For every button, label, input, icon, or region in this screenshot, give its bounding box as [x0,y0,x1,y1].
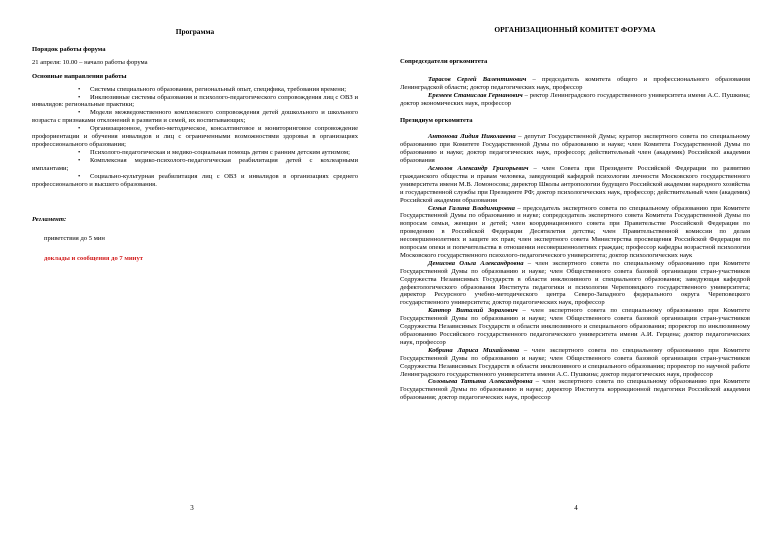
member-description: – член экспертного совета по специальному образованию при Комитете Государственной Думы по образованию и науке; член Общественного совета базовой организации стран-участников Содружества Независимых Государств в области инклюзивного и специального образования; проректор по научной работе Ленинградского государственного университета имени А.С. Пушкина; доктор педагогических наук, профессор [400,346,750,378]
committee-member [400,260,750,307]
committee-member [400,307,750,347]
member-description: – член экспертного совета по специальному образованию при Комитете Государственной Думы по образованию и науке; член Общественного совета базовой организации стран-участников Содружества Независимых Государств в области инклюзивного и специального образования; проректор по инклюзивному образованию Российского государственного педагогического университета имени А.И. Герцена; доктор педагогических наук, профессор [400,307,750,346]
committee-member [400,347,750,379]
bullet-icon: • [78,85,81,93]
bullet-icon: • [78,172,81,180]
cochairs-heading: Сопредседатели оргкомитета [400,57,488,65]
bullet-icon: • [78,109,81,117]
member-name: Еремеев Станислав Германович [428,91,523,99]
direction-item: • Инклюзивные системы образования и психолого-педагогического сопровождения лиц с ОВЗ и инвалидов: региональные практики; [32,93,358,109]
committee-member [400,92,750,108]
direction-item: • Психолого-педагогическая и медико-социальная помощь детям с ранним детским аутизмом; [78,148,350,156]
page-title: ОРГАНИЗАЦИОННЫЙ КОМИТЕТ ФОРУМА [494,25,656,34]
page-number: 4 [574,504,578,513]
committee-member [400,378,750,402]
direction-item: • Социально-культурная реабилитация лиц с ОВЗ и инвалидов в организациях среднего профессионального и высшего образования. [32,172,358,188]
presidium-heading: Президиум оргкомитета [400,117,473,125]
committee-member [400,76,750,92]
member-description: – член Совета при Президенте Российской Федерации по развитию гражданского общества и правам человека, заведующий кафедрой психологии личности Московского государственного университета имени М.В. Ломоносова; директор Школы антропологии будущего Российской академии народного хозяйства и государственной службы при Президенте РФ; доктор психологических наук, профессор; действительный член (академик) Российской академии образования [400,164,751,204]
bullet-icon: • [78,125,81,133]
committee-member [400,165,750,205]
right-page [384,0,768,543]
member-description: – депутат Государственной Думы; куратор экспертного совета по специальному образованию при Комитете Государственной Думы по образованию и науке; член Комитета Государственной Думы по образованию и науке; доктор педагогических наук, профессор; действительный член (академик) Российской академии образования [400,133,751,165]
member-description: – ректор Ленинградского государственного университета имени А.С. Пушкина; доктор экономических наук, профессор [400,91,750,107]
member-description: – председатель экспертного совета по специальному образованию при Комитете Государственной Думы по образованию и науке; сопредседатель экспертного совета Комитета Государственной Думы по вопросам семьи, женщин и детей; член координационного совета при Правительстве Российской Федерации по проведению в Российской Федерации Десятилетия детства; член Правительственной комиссии по делам несовершеннолетних и защите их прав; член экспертного совета Министерства просвещения Российской Федерации по вопросам опеки и попечительства в отношении несовершеннолетних граждан; профессор кафедры возрастной психологии Московского государственного психолого-педагогического университета; доктор психологических наук [400,204,750,259]
directions-heading: Основные направления работы [32,72,127,80]
direction-item: • Организационное, учебно-методическое, консалтинговое и мониторинговое сопровождение профориентации и обучения инвалидов и лиц с ограниченными возможностями здоровья в организациях профессионального образования; [32,125,358,148]
member-name: Тарасов Сергей Валентинович [428,75,527,83]
schedule-heading: Порядок работы форума [32,45,106,53]
reglament-reports: доклады и сообщения до 7 минут [44,255,143,263]
reglament-title: Регламент: [32,216,67,224]
member-description: – член экспертного совета по специальному образованию при Комитете Государственной Думы по образованию и науке; член Общественного совета базовой организации стран-участников Содружества Независимых Государств в области инклюзивного и специального образования; заведующая кафедрой дефектологического образования Института педагогики и психологии Череповецкого государственного университета; директор Ресурсного учебно-методического центра Северо-Западного федерального округа Череповецкого государственного университета; доктор педагогических наук, профессор [400,259,750,307]
schedule-line: 21 апреля: 10.00 – начало работы форума [32,58,148,66]
member-description: – председатель комитета общего и профессионального образования Ленинградской области; доктор педагогических наук, профессор [400,75,750,91]
direction-item: • Системы специального образования, региональный опыт, специфика, требования времени; [78,85,347,93]
reglament-greetings: приветствия до 5 мин [44,235,105,243]
page-number: 3 [190,504,194,513]
committee-member [400,133,750,165]
member-name: Денисова Ольга Александровна [428,259,524,267]
member-name: Кантор Виталий Зорахович [428,307,518,315]
bullet-icon: • [78,156,81,164]
member-description: – член экспертного совета по специальному образованию при Комитете Государственной Думы по образованию и науке; директор Института коррекционной педагогики Российской академии образования; доктор педагогических наук, профессор [400,378,750,402]
bullet-icon: • [78,93,81,101]
member-name: Соловьева Татьяна Александровна [428,378,533,386]
bullet-icon: • [78,148,81,156]
member-name: Асмолов Александр Григорьевич [428,164,529,172]
member-name: Антонова Лидия Николаевна [428,133,516,141]
page-title: Программа [175,27,215,36]
member-name: Кобрина Лариса Михайловна [428,346,520,354]
member-name: Семья Галина Владимировна [428,204,515,212]
directions-list [32,86,358,189]
committee-member [400,205,750,260]
direction-item: • Комплексная медико-психолого-педагогическая реабилитация детей с кохлеарными имплантами; [32,156,358,172]
direction-item: • Модели межведомственного комплексного сопровождения детей дошкольного и школьного возраста с признаками отклонений в развитии и семей, их воспитывающих; [32,109,358,125]
